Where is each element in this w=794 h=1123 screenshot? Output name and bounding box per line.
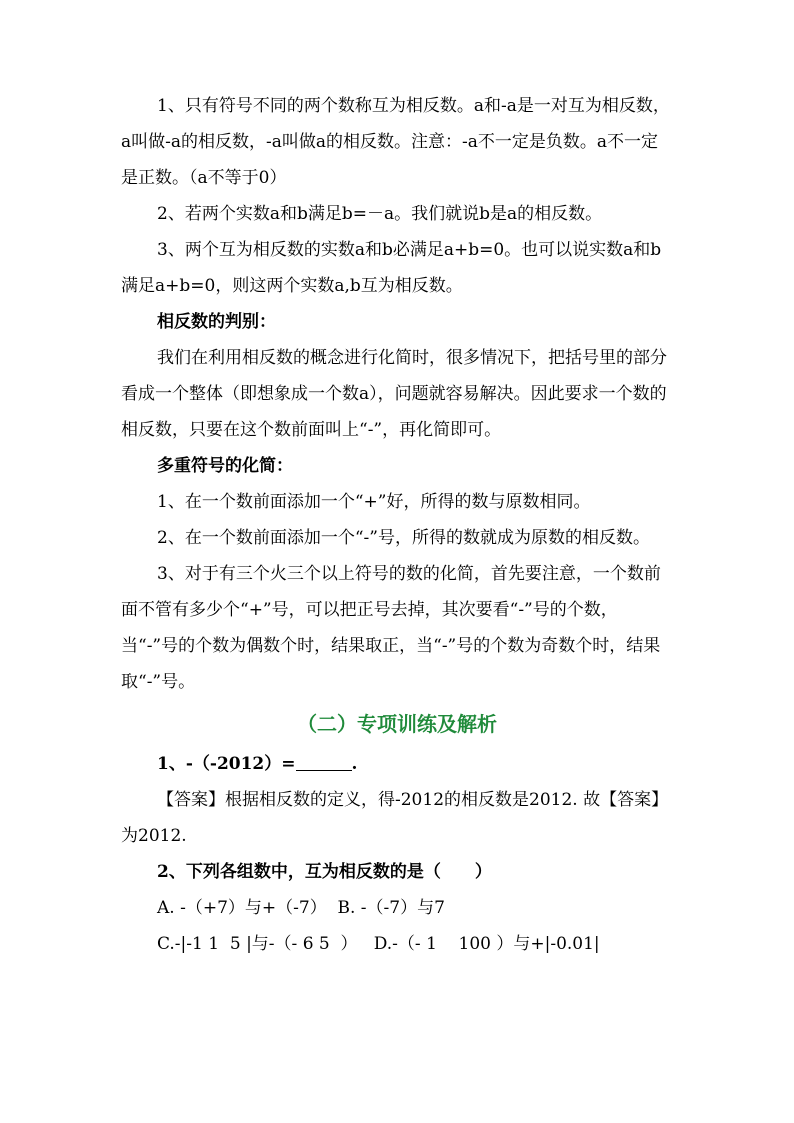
question-2-options-ab: A. -（+7）与+（-7） B. -（-7）与7 (157, 898, 445, 918)
question-1-stem: 1、-（-2012）= (157, 754, 296, 774)
judgement-heading: 相反数的判别： (157, 312, 276, 332)
question-2: 2、下列各组数中，互为相反数的是（ ） (157, 862, 492, 882)
document-content (121, 88, 673, 962)
simplify-paragraph-2: 2、在一个数前面添加一个“-”号，所得的数就成为原数的相反数。 (157, 528, 650, 548)
simplify-paragraph-3: 3、对于有三个火三个以上符号的数的化简，首先要注意，一个数前面不管有多少个“+”号，可以把正号去掉，其次要看“-”号的个数，当“-”号的个数为偶数个时，结果取正，当“-”号的个数为奇数个时，结果取“-”号。 (121, 564, 661, 692)
answer-blank (296, 754, 352, 771)
question-1-stem-end: . (351, 754, 358, 774)
question-1 (121, 746, 673, 782)
question-2-options-cd: C.-|-1 1 5 |与-（- 6 5 ） D.-（- 1 100 ）与+|-0.01| (157, 934, 600, 954)
section-title: （二）专项训练及解析 (297, 712, 497, 736)
judgement-paragraph: 我们在利用相反数的概念进行化简时，很多情况下，把括号里的部分看成一个整体（即想象成一个数a），问题就容易解决。因此要求一个数的相反数，只要在这个数前面叫上“-”，再化简即可。 (121, 348, 667, 440)
question-1-answer: 【答案】根据相反数的定义，得-2012的相反数是2012. 故【答案】为2012. (121, 790, 669, 846)
definition-paragraph-3: 3、两个互为相反数的实数a和b必满足a+b=0。也可以说实数a和b满足a+b=0，则这两个实数a,b互为相反数。 (121, 240, 662, 296)
simplify-paragraph-1: 1、在一个数前面添加一个“+”好，所得的数与原数相同。 (157, 492, 591, 512)
definition-paragraph-2: 2、若两个实数a和b满足b=－a。我们就说b是a的相反数。 (157, 204, 603, 224)
simplify-heading: 多重符号的化简： (157, 456, 293, 476)
definition-paragraph-1: 1、只有符号不同的两个数称互为相反数。a和-a是一对互为相反数，a叫做-a的相反数，-a叫做a的相反数。注意：-a不一定是负数。a不一定是正数。（a不等于0） (121, 96, 670, 188)
